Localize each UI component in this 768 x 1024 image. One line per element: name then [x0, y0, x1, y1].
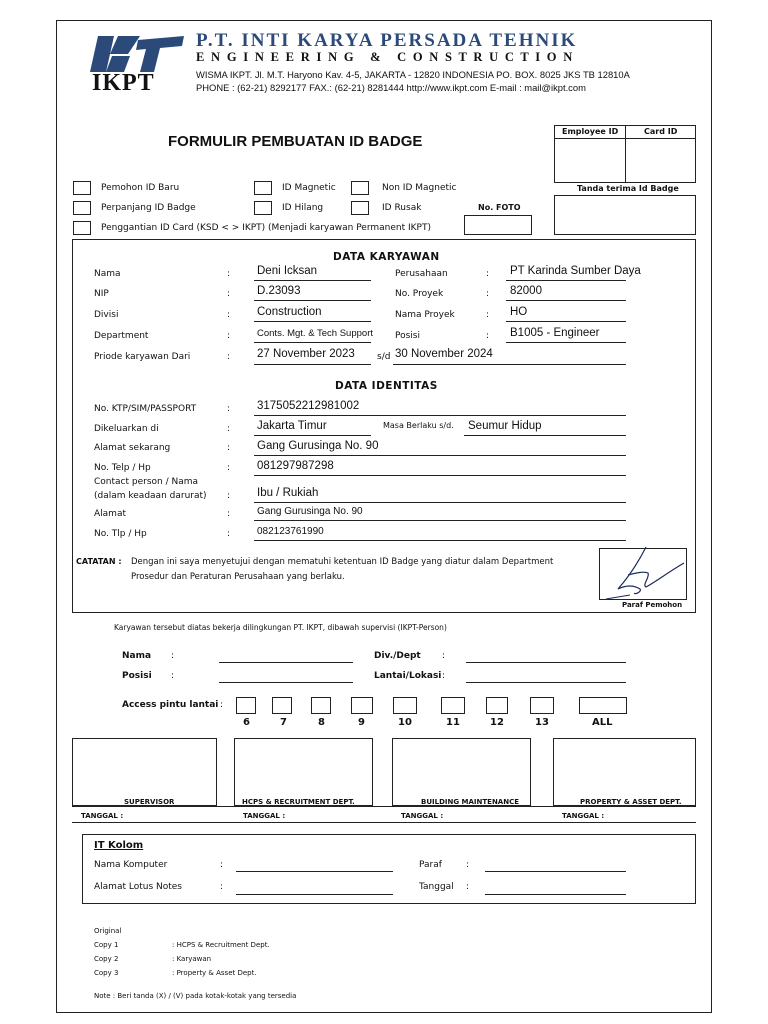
dikeluarkan-value[interactable]: Jakarta Timur — [257, 420, 327, 432]
perpanjang-checkbox[interactable] — [73, 201, 91, 215]
id-rusak-checkbox[interactable] — [351, 201, 369, 215]
periode-sd-label: s/d — [377, 352, 391, 362]
contact-value[interactable]: Ibu / Rukiah — [257, 487, 319, 499]
floor-11-label: 11 — [446, 717, 460, 728]
masa-berlaku-line — [464, 435, 626, 436]
floor-all-checkbox[interactable] — [579, 697, 627, 714]
alamat2-value[interactable]: Gang Gurusinga No. 90 — [257, 506, 363, 517]
it-tanggal-line[interactable] — [485, 894, 626, 895]
posisi-value[interactable]: B1005 - Engineer — [510, 327, 600, 339]
alamat2-colon: : — [227, 509, 231, 519]
floor-13-label: 13 — [535, 717, 549, 728]
id-hilang-checkbox[interactable] — [254, 201, 272, 215]
nama-line — [254, 280, 371, 281]
alamat-line — [254, 455, 626, 456]
dikeluarkan-colon: : — [227, 424, 231, 434]
no-proyek-value[interactable]: 82000 — [510, 285, 542, 297]
it-alamat-lotus-line[interactable] — [236, 894, 393, 895]
nama-proyek-colon: : — [486, 310, 490, 320]
alamat2-line — [254, 520, 626, 521]
periode-label: Priode karyawan Dari — [94, 352, 191, 362]
floor-6-checkbox[interactable] — [236, 697, 256, 714]
alamat-value[interactable]: Gang Gurusinga No. 90 — [257, 440, 379, 452]
nip-line — [254, 300, 371, 301]
supervisi-lantai-colon: : — [442, 671, 446, 681]
supervisi-lantai-line[interactable] — [466, 682, 626, 683]
it-paraf-line[interactable] — [485, 871, 626, 872]
tlp2-line — [254, 540, 626, 541]
company-tagline: E N G I N E E R I N G & C O N S T R U C T I O N — [196, 50, 575, 64]
no-foto-box[interactable] — [464, 215, 532, 235]
id-rusak-label: ID Rusak — [382, 203, 422, 213]
nama-value[interactable]: Deni Icksan — [257, 265, 318, 277]
company-phone: PHONE : (62-21) 8292177 FAX.: (62-21) 8281444 http://www.ikpt.com E-mail : mail@ikpt.com — [196, 82, 586, 93]
penggantian-label: Penggantian ID Card (KSD < > IKPT) (Menjadi karyawan Permanent IKPT) — [101, 223, 431, 233]
no-proyek-label: No. Proyek — [395, 289, 444, 299]
divisi-colon: : — [227, 310, 231, 320]
department-value[interactable]: Conts. Mgt. & Tech Support — [257, 328, 373, 339]
contact-line — [254, 502, 626, 503]
perusahaan-value[interactable]: PT Karinda Sumber Daya — [510, 265, 641, 277]
it-alamat-lotus-label: Alamat Lotus Notes — [94, 882, 182, 892]
no-proyek-colon: : — [486, 289, 490, 299]
no-proyek-line — [506, 300, 626, 301]
ktp-label: No. KTP/SIM/PASSPORT — [94, 404, 197, 414]
supervisi-nama-line[interactable] — [219, 662, 353, 663]
floor-12-label: 12 — [490, 717, 504, 728]
approval-supervisor-title: SUPERVISOR — [124, 798, 175, 806]
approval-property-title: PROPERTY & ASSET DEPT. — [580, 798, 682, 806]
periode-dari-value[interactable]: 27 November 2023 — [257, 348, 355, 360]
it-kolom-heading: IT Kolom — [94, 840, 144, 851]
approval-supervisor-box[interactable] — [72, 738, 217, 806]
supervisi-posisi-line[interactable] — [219, 682, 353, 683]
non-id-magnetic-checkbox[interactable] — [351, 181, 369, 195]
footer-copy3: Copy 3 — [94, 969, 119, 977]
catatan-label: CATATAN : — [76, 557, 122, 566]
approval-hcps-title: HCPS & RECRUITMENT DEPT. — [242, 798, 355, 806]
department-colon: : — [227, 331, 231, 341]
approval-hcps-tanggal: TANGGAL : — [243, 812, 286, 820]
footer-copy3-value: : Property & Asset Dept. — [172, 969, 257, 977]
department-label: Department — [94, 331, 149, 341]
approval-bottom — [72, 822, 696, 823]
footer-copy1-value: : HCPS & Recruitment Dept. — [172, 941, 270, 949]
floor-10-checkbox[interactable] — [393, 697, 417, 714]
perusahaan-label: Perusahaan — [395, 269, 448, 279]
footer-copy2-value: : Karyawan — [172, 955, 212, 963]
alamat-colon: : — [227, 443, 231, 453]
floor-6-label: 6 — [243, 717, 250, 728]
catatan-line1: Dengan ini saya menyetujui dengan mematuhi ketentuan ID Badge yang diatur dalam Department — [131, 557, 554, 567]
supervisi-nama-colon: : — [171, 651, 175, 661]
supervisi-nama-label: Nama — [122, 651, 152, 661]
supervisi-div-label: Div./Dept — [374, 651, 421, 661]
company-name: P.T. INTI KARYA PERSADA TEHNIK — [196, 30, 578, 51]
form-title: FORMULIR PEMBUATAN ID BADGE — [168, 133, 423, 150]
nama-proyek-value[interactable]: HO — [510, 306, 528, 318]
nama-proyek-label: Nama Proyek — [395, 310, 455, 320]
ktp-colon: : — [227, 404, 231, 414]
approval-building-title: BUILDING MAINTENANCE — [421, 798, 519, 806]
periode-sampai-value[interactable]: 30 November 2024 — [395, 348, 493, 360]
data-identitas-heading: DATA IDENTITAS — [335, 380, 438, 392]
pemohon-baru-checkbox[interactable] — [73, 181, 91, 195]
masa-berlaku-label: Masa Berlaku s/d. — [383, 421, 454, 430]
it-nama-komputer-line[interactable] — [236, 871, 393, 872]
nip-colon: : — [227, 289, 231, 299]
it-alamat-lotus-colon: : — [220, 882, 224, 892]
floor-9-checkbox[interactable] — [351, 697, 373, 714]
no-foto-label: No. FOTO — [478, 203, 521, 212]
approval-hcps-box[interactable] — [234, 738, 373, 806]
perusahaan-colon: : — [486, 269, 490, 279]
tanda-terima-box[interactable] — [554, 195, 696, 235]
telp-colon: : — [227, 463, 231, 473]
catatan-line2: Prosedur dan Peraturan Perusahaan yang berlaku. — [131, 572, 345, 582]
department-line — [254, 342, 371, 343]
it-nama-komputer-colon: : — [220, 860, 224, 870]
approval-building-tanggal: TANGGAL : — [401, 812, 444, 820]
dikeluarkan-line — [254, 435, 371, 436]
alamat-label: Alamat sekarang — [94, 443, 171, 453]
perusahaan-line — [506, 280, 626, 281]
penggantian-checkbox[interactable] — [73, 221, 91, 235]
posisi-label: Posisi — [395, 331, 420, 341]
ktp-line — [254, 415, 626, 416]
posisi-colon: : — [486, 331, 490, 341]
logo-text: IKPT — [92, 70, 155, 96]
it-nama-komputer-label: Nama Komputer — [94, 860, 168, 870]
tlp2-value[interactable]: 082123761990 — [257, 526, 324, 537]
it-tanggal-colon: : — [466, 882, 470, 892]
dikeluarkan-label: Dikeluarkan di — [94, 424, 159, 434]
supervisi-div-colon: : — [442, 651, 446, 661]
periode-sampai-line — [393, 364, 626, 365]
approval-property-box[interactable] — [553, 738, 696, 806]
floor-11-checkbox[interactable] — [441, 697, 465, 714]
it-paraf-colon: : — [466, 860, 470, 870]
footer-copy1: Copy 1 — [94, 941, 119, 949]
access-label: Access pintu lantai — [122, 700, 219, 710]
contact-colon: : — [227, 491, 231, 501]
tlp2-label: No. Tlp / Hp — [94, 529, 147, 539]
divisi-line — [254, 321, 371, 322]
it-paraf-label: Paraf — [419, 860, 442, 870]
contact-label-line1: Contact person / Nama — [94, 477, 199, 487]
telp-value[interactable]: 081297987298 — [257, 460, 334, 472]
paraf-pemohon-label: Paraf Pemohon — [622, 601, 683, 609]
divisi-label: Divisi — [94, 310, 119, 320]
id-hilang-label: ID Hilang — [282, 203, 324, 213]
floor-8-label: 8 — [318, 717, 325, 728]
floor-7-checkbox[interactable] — [272, 697, 292, 714]
non-id-magnetic-label: Non ID Magnetic — [382, 183, 457, 193]
nama-label: Nama — [94, 269, 121, 279]
perpanjang-label: Perpanjang ID Badge — [101, 203, 196, 213]
it-tanggal-label: Tanggal — [419, 882, 454, 892]
company-address: WISMA IKPT. Jl. M.T. Haryono Kav. 4-5, JAKARTA - 12820 INDONESIA PO. BOX. 8025 JKS TB 12810A — [196, 69, 630, 80]
access-colon: : — [220, 700, 224, 710]
divisi-value[interactable]: Construction — [257, 306, 322, 318]
id-magnetic-label: ID Magnetic — [282, 183, 336, 193]
supervisi-intro: Karyawan tersebut diatas bekerja dilingkungan PT. IKPT, dibawah supervisi (IKPT-Person) — [114, 623, 447, 632]
masa-berlaku-value[interactable]: Seumur Hidup — [468, 420, 542, 432]
posisi-line — [506, 342, 626, 343]
alamat2-label: Alamat — [94, 509, 126, 519]
tanda-terima-label: Tanda terima Id Badge — [577, 184, 679, 193]
approval-property-tanggal: TANGGAL : — [562, 812, 605, 820]
id-magnetic-checkbox[interactable] — [254, 181, 272, 195]
floor-9-label: 9 — [358, 717, 365, 728]
telp-label: No. Telp / Hp — [94, 463, 151, 473]
data-karyawan-heading: DATA KARYAWAN — [333, 251, 440, 263]
supervisi-posisi-colon: : — [171, 671, 175, 681]
employee-id-label: Employee ID — [562, 127, 619, 136]
periode-colon: : — [227, 352, 231, 362]
supervisi-lantai-label: Lantai/Lokasi — [374, 671, 442, 681]
floor-13-checkbox[interactable] — [530, 697, 554, 714]
footer-note: Note : Beri tanda (X) / (V) pada kotak-kotak yang tersedia — [94, 992, 297, 1000]
floor-12-checkbox[interactable] — [486, 697, 508, 714]
nama-colon: : — [227, 269, 231, 279]
approval-building-box[interactable] — [392, 738, 531, 806]
supervisi-posisi-label: Posisi — [122, 671, 152, 681]
supervisi-div-line[interactable] — [466, 662, 626, 663]
ktp-value[interactable]: 3175052212981002 — [257, 400, 360, 412]
periode-dari-line — [254, 364, 371, 365]
floor-10-label: 10 — [398, 717, 412, 728]
floor-8-checkbox[interactable] — [311, 697, 331, 714]
floor-7-label: 7 — [280, 717, 287, 728]
nip-label: NIP — [94, 289, 109, 299]
card-id-label: Card ID — [644, 127, 678, 136]
approval-divider — [72, 806, 696, 807]
nama-proyek-line — [506, 321, 626, 322]
footer-original: Original — [94, 927, 122, 935]
nip-value[interactable]: D.23093 — [257, 285, 301, 297]
approval-supervisor-tanggal: TANGGAL : — [81, 812, 124, 820]
tlp2-colon: : — [227, 529, 231, 539]
signature-mark — [600, 545, 690, 605]
contact-label-line2: (dalam keadaan darurat) — [94, 491, 207, 501]
telp-line — [254, 475, 626, 476]
pemohon-baru-label: Pemohon ID Baru — [101, 183, 180, 193]
footer-copy2: Copy 2 — [94, 955, 119, 963]
floor-all-label: ALL — [592, 717, 613, 728]
